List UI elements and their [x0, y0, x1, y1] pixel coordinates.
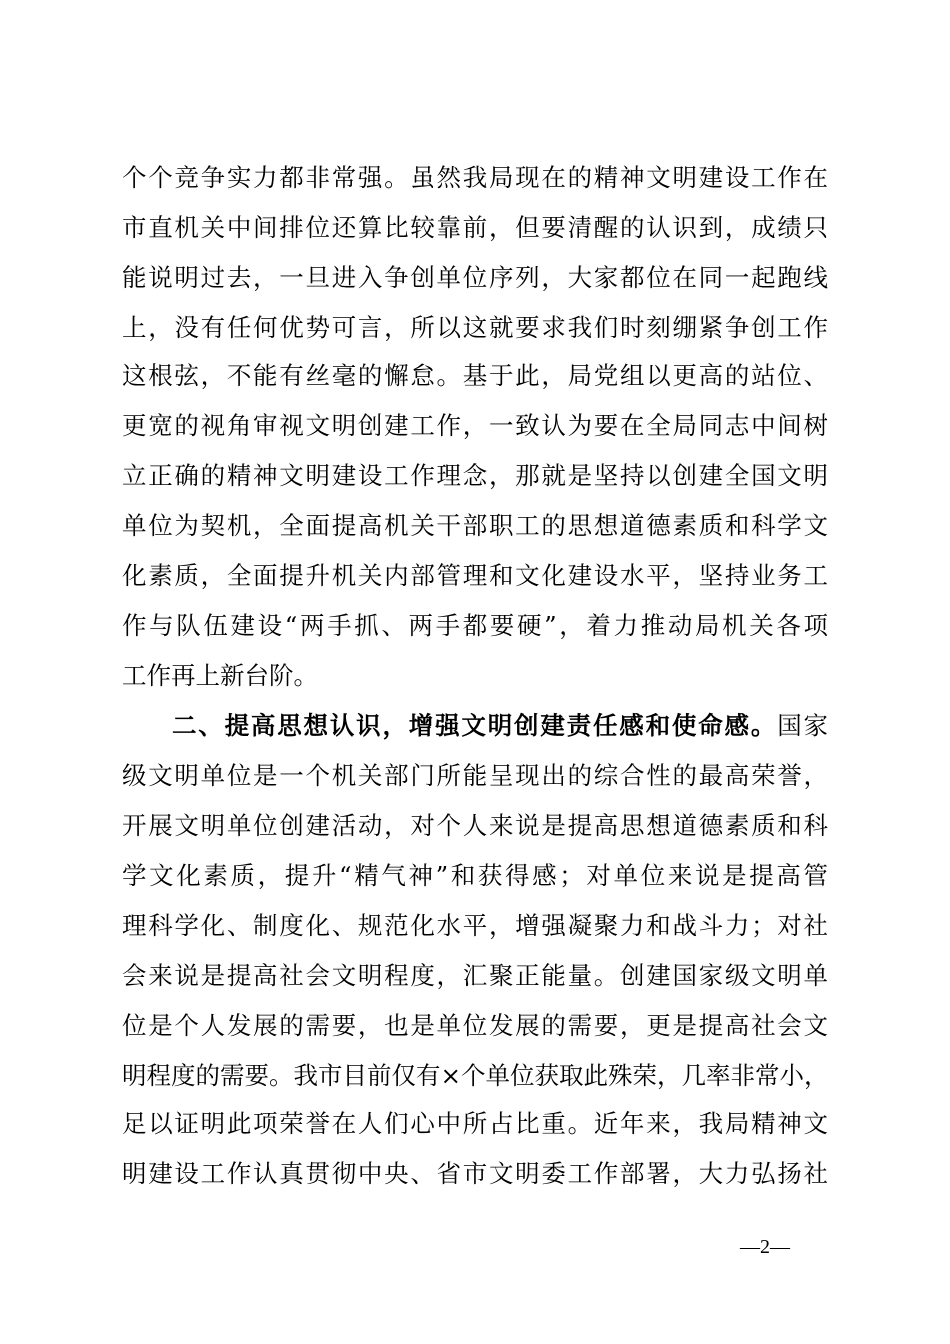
paragraph-1-line-8: 单位为契机，全面提高机关干部职工的思想道德素质和科学文 — [122, 511, 828, 540]
paragraph-1-line-2: 市直机关中间排位还算比较靠前，但要清醒的认识到，成绩只 — [122, 213, 828, 242]
paragraph-1-line-3: 能说明过去，一旦进入争创单位序列，大家都位在同一起跑线 — [122, 263, 828, 292]
paragraph-2-line-9: 足以证明此项荣誉在人们心中所占比重。近年来，我局精神文 — [122, 1109, 828, 1138]
paragraph-1-line-4: 上，没有任何优势可言，所以这就要求我们时刻绷紧争创工作 — [122, 313, 828, 342]
paragraph-2-line-1-rest: 国家 — [777, 711, 828, 740]
paragraph-2-line-4: 学文化素质，提升“精气神”和获得感；对单位来说是提高管 — [122, 861, 828, 890]
paragraph-1-line-9: 化素质，全面提升机关内部管理和文化建设水平，坚持业务工 — [122, 561, 828, 590]
paragraph-1-line-10: 作与队伍建设“两手抓、两手都要硬”，着力推动局机关各项 — [122, 611, 828, 640]
paragraph-1-line-7: 立正确的精神文明建设工作理念，那就是坚持以创建全国文明 — [122, 461, 828, 490]
paragraph-2-line-7: 位是个人发展的需要，也是单位发展的需要，更是提高社会文 — [122, 1011, 828, 1040]
paragraph-2-line-2: 级文明单位是一个机关部门所能呈现出的综合性的最高荣誉， — [122, 761, 828, 790]
paragraph-1-line-6: 更宽的视角审视文明创建工作，一致认为要在全局同志中间树 — [122, 411, 828, 440]
paragraph-2-line-1 — [172, 706, 828, 746]
paragraph-1-line-11: 工作再上新台阶。 — [122, 661, 318, 690]
paragraph-2-line-5: 理科学化、制度化、规范化水平，增强凝聚力和战斗力；对社 — [122, 911, 828, 940]
paragraph-1-line-5: 这根弦，不能有丝毫的懈怠。基于此，局党组以更高的站位、 — [122, 361, 828, 390]
page-number: —2— — [740, 1236, 790, 1258]
section-heading: 二、提高思想认识，增强文明创建责任感和使命感。 — [172, 711, 778, 740]
paragraph-2-line-6: 会来说是提高社会文明程度，汇聚正能量。创建国家级文明单 — [122, 961, 828, 990]
paragraph-1-line-1: 个个竞争实力都非常强。虽然我局现在的精神文明建设工作在 — [122, 163, 828, 192]
paragraph-2-line-3: 开展文明单位创建活动，对个人来说是提高思想道德素质和科 — [122, 811, 828, 840]
paragraph-2-line-10: 明建设工作认真贯彻中央、省市文明委工作部署，大力弘扬社 — [122, 1159, 828, 1188]
paragraph-2-line-8: 明程度的需要。我市目前仅有×个单位获取此殊荣，几率非常小， — [122, 1061, 829, 1090]
